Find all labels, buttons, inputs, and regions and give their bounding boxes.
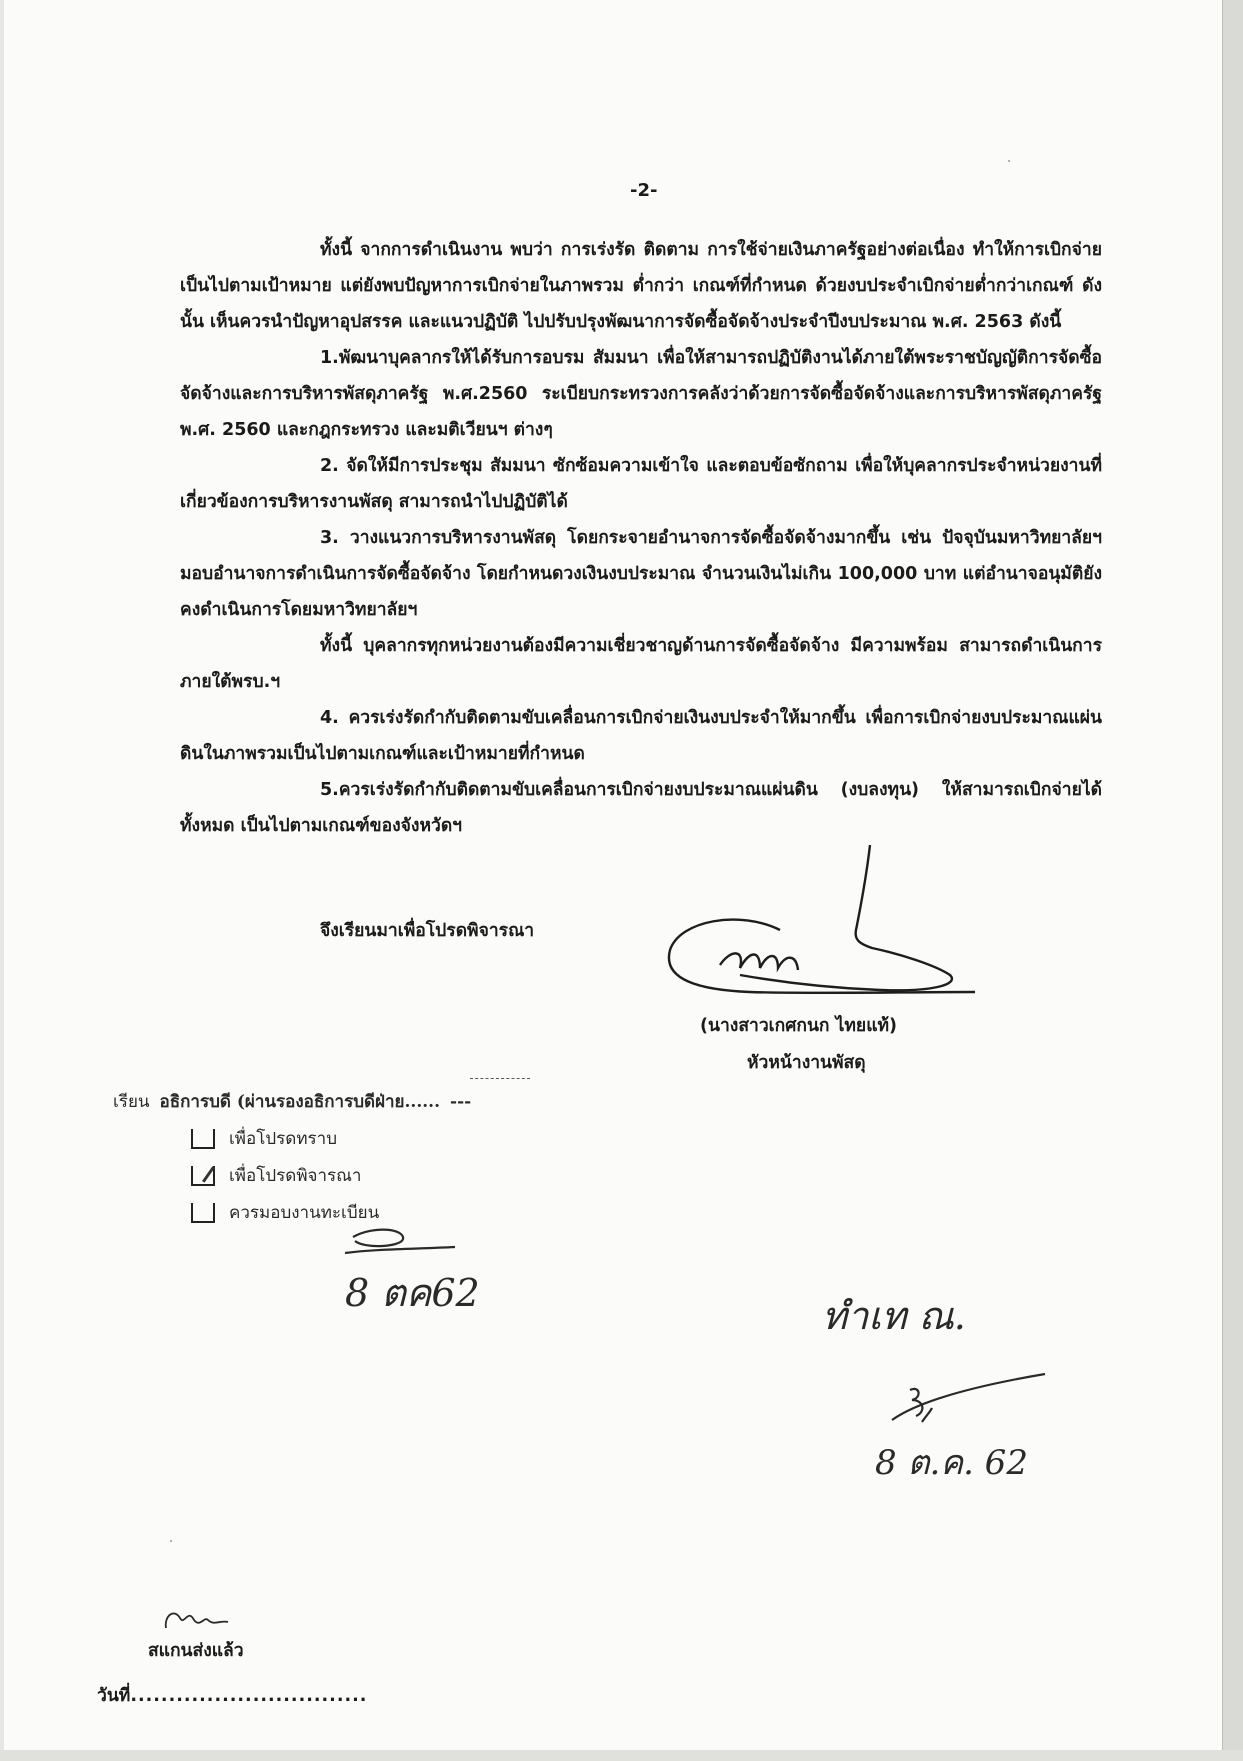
handwritten-stamp-date: 8 ตค62	[345, 1271, 480, 1315]
stamp-dash-text: ---	[450, 1092, 472, 1112]
checkbox-icon	[191, 1129, 215, 1149]
letter-body	[180, 232, 1102, 844]
footer-date-dots: ...............................	[130, 1686, 368, 1706]
paragraph-note: ทั้งนี้ บุคลากรทุกหน่วยงานต้องมีความเชี่ยวชาญด้านการจัดซื้อจัดจ้าง มีความพร้อม สามารถดำเนินการภายใต้พรบ.ฯ	[180, 636, 1102, 692]
handwritten-note: ทำเท ณ.	[822, 1294, 966, 1338]
stamp-header	[113, 1088, 573, 1115]
stamp-option	[191, 1125, 573, 1152]
paragraph-intro: ทั้งนี้ จากการดำเนินงาน พบว่า การเร่งรัด ติดตาม การใช้จ่ายเงินภาครัฐอย่างต่อเนื่อง ทำให้การเบิกจ่ายเป็นไปตามเป้าหมาย แต่ยังพบปัญหาการเบิกจ่ายในภาพรวม ต่ำกว่า เกณฑ์ที่กำหนด ด้วยงบประจำเบิกจ่ายต่ำกว่าเกณฑ์ ดังนั้น เห็นควรนำปัญหาอุปสรรค และแนวปฏิบัติ ไปปรับปรุงพัฒนาการจัดซื้อจัดจ้างประจำปีงบประมาณ พ.ศ. 2563 ดังนี้	[180, 240, 1102, 332]
stamp-to-text: อธิการบดี (ผ่านรองอธิการบดีฝ่าย......	[159, 1092, 441, 1112]
paragraph-item-3: 3. วางแนวการบริหารงานพัสดุ โดยกระจายอำนาจการจัดซื้อจัดจ้างมากขึ้น เช่น ปัจจุบันมหาวิทยาลัยฯ มอบอำนาจการดำเนินการจัดซื้อจัดจ้าง โดยกำหนดวงเงินงบประมาณ จำนวนเงินไม่เกิน 100,000 บาท แต่อำนาจอนุมัติยังคงดำเนินการโดยมหาวิทยาลัยฯ	[180, 528, 1102, 620]
closing-line: จึงเรียนมาเพื่อโปรดพิจารณา	[320, 921, 535, 941]
scan-speck	[170, 1540, 172, 1542]
stamp-option-label: เพื่อโปรดพิจารณา	[229, 1166, 362, 1186]
handwritten-footer-initials	[158, 1598, 248, 1638]
handwritten-signature	[660, 840, 980, 1015]
stamp-option	[191, 1199, 573, 1226]
checked-checkbox-icon	[191, 1166, 215, 1186]
paragraph-item-4: 4. ควรเร่งรัดกำกับติดตามขับเคลื่อนการเบิกจ่ายเงินงบประจำให้มากขึ้น เพื่อการเบิกจ่ายงบประมาณแผ่นดินในภาพรวมเป็นไปตามเกณฑ์และเป้าหมายที่กำหนด	[180, 708, 1102, 764]
footer-date-label: วันที่	[97, 1686, 131, 1706]
stamp-option-label: เพื่อโปรดทราบ	[229, 1129, 337, 1149]
paragraph-item-1: 1.พัฒนาบุคลากรให้ได้รับการอบรม สัมมนา เพื่อให้สามารถปฏิบัติงานได้ภายใต้พระราชบัญญัติการจัดซื้อจัดจ้างและการบริหารพัสดุภาครัฐ พ.ศ.2560 ระเบียบกระทรวงการคลังว่าด้วยการจัดซื้อจัดจ้างและการบริหารพัสดุภาครัฐ พ.ศ. 2560 และกฎกระทรวง และมติเวียนฯ ต่างๆ	[180, 348, 1102, 440]
paragraph-item-5: 5.ควรเร่งรัดกำกับติดตามขับเคลื่อนการเบิกจ่ายงบประมาณแผ่นดิน (งบลงทุน) ให้สามารถเบิกจ่ายได้ทั้งหมด เป็นไปตามเกณฑ์ของจังหวัดฯ	[180, 780, 1102, 836]
scan-bottom-edge	[0, 1750, 1243, 1761]
footer-date-line	[97, 1681, 367, 1709]
routing-stamp	[113, 1088, 573, 1226]
scan-speck	[1008, 160, 1010, 162]
scan-sent-label: สแกนส่งแล้ว	[148, 1641, 244, 1661]
stamp-option-label: ควรมอบงานทะเบียน	[229, 1203, 380, 1223]
scan-right-edge	[1222, 0, 1243, 1761]
stamp-dashes	[470, 1078, 530, 1079]
handwritten-approval-date: 8 ต.ค. 62	[875, 1443, 1028, 1483]
signer-name: (นางสาวเกศกนก ไทยแท้)	[700, 1016, 898, 1036]
signer-title: หัวหน้างานพัสดุ	[747, 1053, 866, 1073]
checkbox-icon	[191, 1203, 215, 1223]
stamp-option	[191, 1162, 573, 1189]
stamp-to-label: เรียน	[113, 1092, 150, 1112]
handwritten-initial-signature	[880, 1360, 1050, 1440]
page-number: -2-	[630, 180, 658, 201]
scan-left-edge	[0, 0, 4, 1761]
paragraph-item-2: 2. จัดให้มีการประชุม สัมมนา ซักซ้อมความเข้าใจ และตอบข้อซักถาม เพื่อให้บุคลากรประจำหน่วยงานที่เกี่ยวข้องการบริหารงานพัสดุ สามารถนำไปปฏิบัติได้	[180, 456, 1102, 512]
